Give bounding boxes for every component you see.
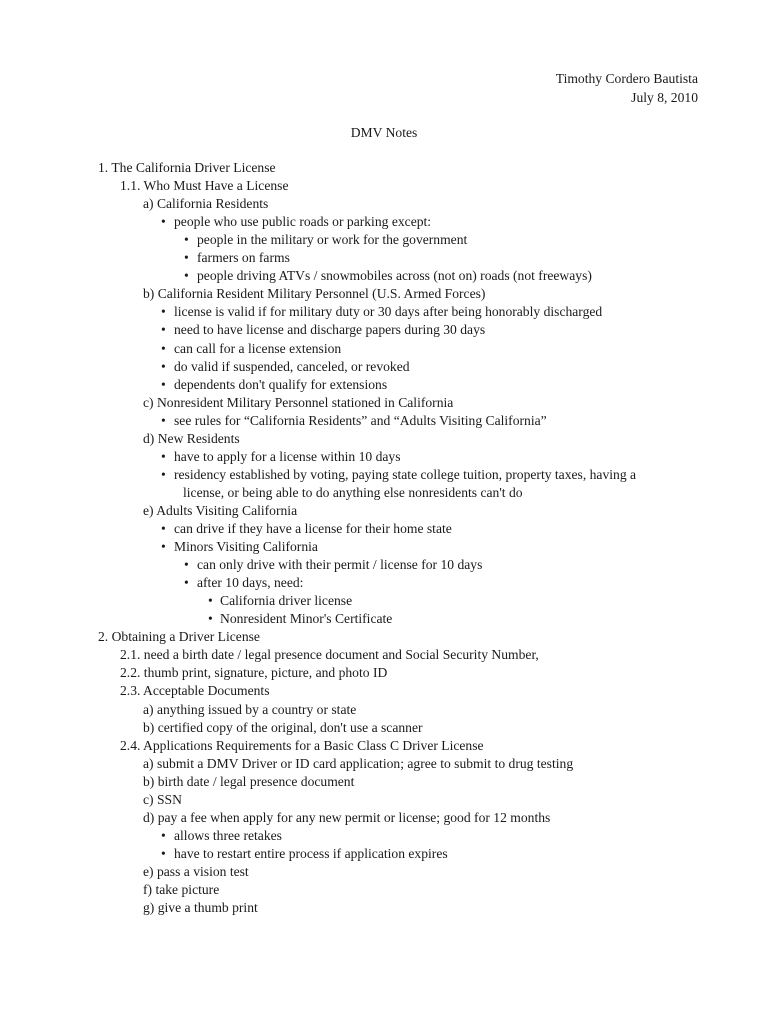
outline-line-level-2: e) pass a vision test [143,863,249,879]
outline-line-level-3: have to apply for a license within 10 days [174,448,401,464]
outline-line-level-2: a) California Residents [143,196,269,212]
outline-line-level-2: a) submit a DMV Driver or ID card application; agree to submit to drug testing [143,755,574,771]
outline-line-level-4: people driving ATVs / snowmobiles across (not on) roads (not freeways) [197,268,592,284]
outline-line-level-1: 2.4. Applications Requirements for a Basic Class C Driver License [120,737,484,753]
outline-line-level-3: residency established by voting, paying state college tuition, property taxes, having a [174,466,637,482]
bullet-icon: • [161,358,166,374]
outline-line-level-4: after 10 days, need: [197,575,304,591]
bullet-icon: • [184,575,189,591]
bullet-icon: • [208,611,213,627]
document-title: DMV Notes [350,125,418,140]
outline-line-level-3: do valid if suspended, canceled, or revoked [174,358,410,374]
outline-line-level-3: Minors Visiting California [174,539,318,555]
outline-line-level-1: 2.2. thumb print, signature, picture, and photo ID [120,665,388,681]
bullet-icon: • [161,827,166,843]
outline-line-level-3: license is valid if for military duty or 30 days after being honorably discharged [174,304,603,320]
outline-line-level-4: farmers on farms [197,250,290,266]
outline-line-level-3: license, or being able to do anything else nonresidents can't do [183,484,523,500]
bullet-icon: • [208,593,213,609]
outline-line-level-2: g) give a thumb print [143,900,258,916]
outline-line-level-1: 2.3. Acceptable Documents [120,683,270,699]
outline-line-level-2: d) New Residents [143,430,240,446]
bullet-icon: • [161,322,166,338]
bullet-icon: • [161,448,166,464]
bullet-icon: • [161,376,166,392]
outline-line-level-3: allows three retakes [174,827,282,843]
outline-line-level-3: need to have license and discharge papers during 30 days [174,322,486,338]
bullet-icon: • [161,412,166,428]
author-name: Timothy Cordero Bautista [555,71,698,86]
outline-line-level-2: e) Adults Visiting California [143,502,298,518]
outline-line-level-5: California driver license [220,593,353,609]
outline-line-level-2: c) Nonresident Military Personnel stationed in California [143,394,454,410]
bullet-icon: • [161,845,166,861]
outline-line-level-2: b) birth date / legal presence document [143,773,355,789]
outline-line-level-3: people who use public roads or parking except: [174,214,432,230]
bullet-icon: • [184,268,189,284]
bullet-icon: • [161,521,166,536]
bullet-icon: • [184,557,189,573]
bullet-icon: • [161,466,166,482]
outline-line-level-0: 1. The California Driver License [98,160,276,175]
document-date: July 8, 2010 [631,90,698,105]
bullet-icon: • [161,340,166,356]
outline-line-level-3: can drive if they have a license for their home state [174,521,452,536]
bullet-icon: • [161,304,166,320]
outline-line-level-2: b) California Resident Military Personnel (U.S. Armed Forces) [143,286,486,302]
outline-line-level-2: d) pay a fee when apply for any new permit or license; good for 12 months [143,809,551,825]
outline-line-level-0: 2. Obtaining a Driver License [98,629,260,645]
outline-line-level-1: 2.1. need a birth date / legal presence document and Social Security Number, [120,647,539,663]
outline-line-level-2: b) certified copy of the original, don't use a scanner [143,719,423,735]
outline-line-level-4: can only drive with their permit / license for 10 days [197,557,483,573]
bullet-icon: • [184,250,189,266]
outline-line-level-4: people in the military or work for the government [197,232,468,248]
outline-line-level-5: Nonresident Minor's Certificate [220,611,393,627]
outline-line-level-2: f) take picture [143,882,220,897]
outline-line-level-3: have to restart entire process if application expires [174,845,448,861]
bullet-icon: • [161,214,166,230]
outline-line-level-2: c) SSN [143,791,182,807]
outline-line-level-3: see rules for “California Residents” and “Adults Visiting California” [174,412,547,428]
outline-line-level-3: dependents don't qualify for extensions [174,376,388,392]
outline-line-level-1: 1.1. Who Must Have a License [120,178,289,194]
bullet-icon: • [161,539,166,555]
outline-line-level-2: a) anything issued by a country or state [143,701,357,717]
outline-line-level-3: can call for a license extension [174,340,342,356]
bullet-icon: • [184,232,189,248]
